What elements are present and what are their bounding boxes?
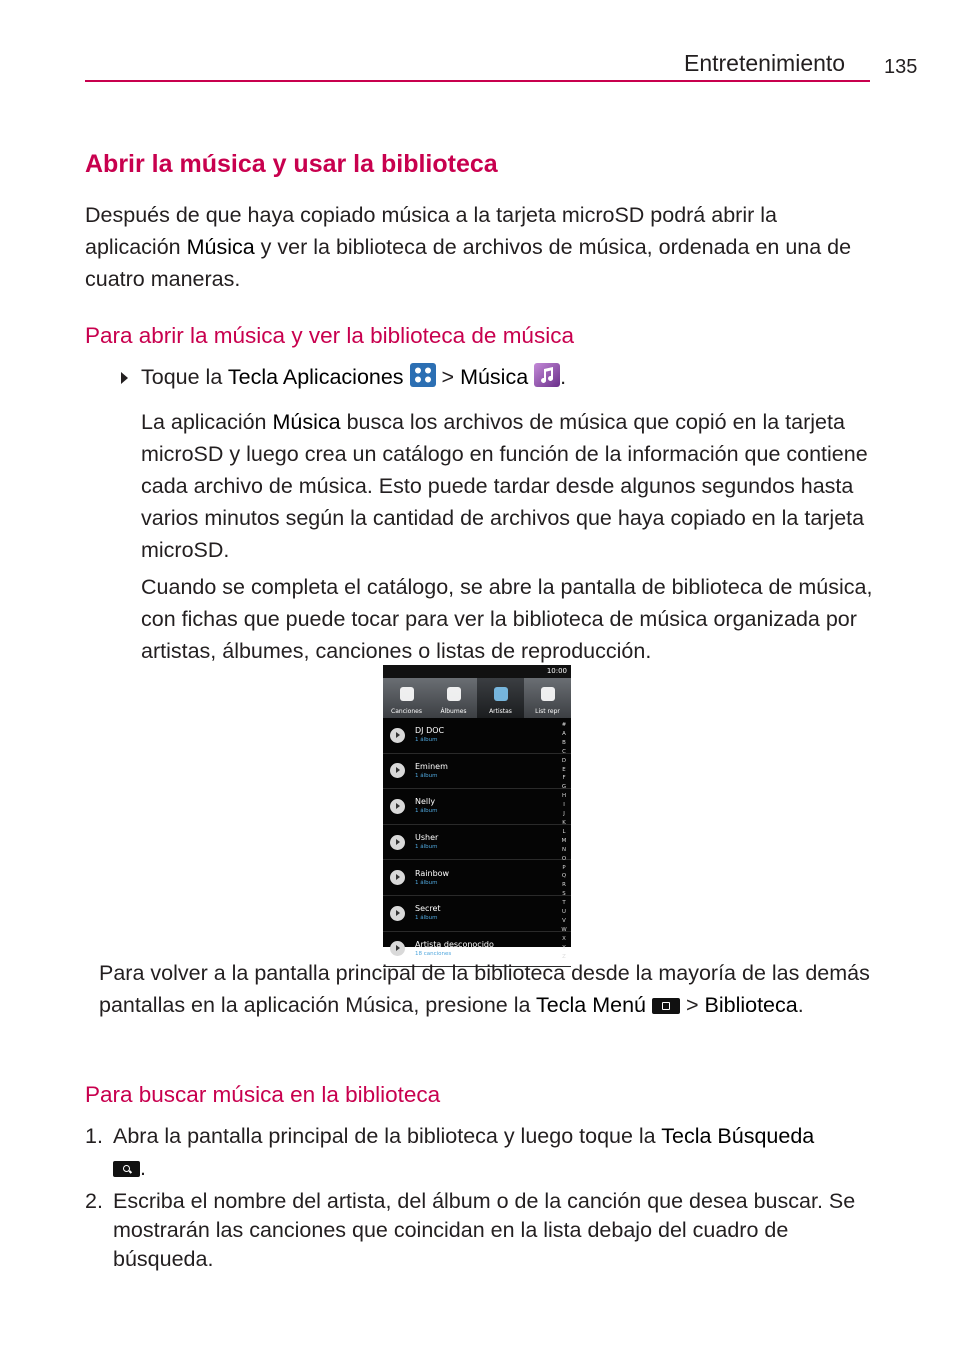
library-tabs <box>383 678 571 718</box>
catalog-paragraph <box>141 406 876 566</box>
catalog-text-1: La aplicación <box>141 410 273 434</box>
artist-count: 1 álbum <box>415 772 438 779</box>
step-1-text: Abra la pantalla principal de la biblioteca y luego toque la <box>113 1124 662 1148</box>
step-number: 1. <box>85 1124 103 1148</box>
library-paragraph: Cuando se completa el catálogo, se abre la pantalla de biblioteca de música, con fichas que puede tocar para ver la biblioteca de música organizada por artistas, álbumes, canciones o listas de reproducción. <box>141 575 873 663</box>
list-item <box>383 789 571 825</box>
artist-name: Eminem <box>415 761 448 771</box>
list-item <box>383 718 571 754</box>
catalog-text-2: busca los archivos de música que copió en la tarjeta microSD y luego crea un catálogo en función de la información que contiene cada archivo de música. Esto puede tardar desde algunos segundos hasta varios minutos según la cantidad de archivos que haya copiado en la tarjeta microSD. <box>141 410 868 562</box>
step-1-suffix: . <box>140 1156 146 1180</box>
header-rule <box>85 80 870 82</box>
alphabet-index: # A B C D E F G H I J K L M N O P Q R S T U V W X Y Z <box>561 722 567 960</box>
intro-text-1: Después de que haya copiado música a la tarjeta microSD podrá abrir la aplicación <box>85 203 777 259</box>
songs-icon <box>400 687 414 701</box>
tab-artists-label: Artistas <box>489 708 512 715</box>
section-heading-search: Para buscar música en la biblioteca <box>85 1082 441 1107</box>
step-number: 2. <box>85 1189 103 1213</box>
search-key-label: Tecla Búsqueda <box>661 1124 815 1148</box>
catalog-app-name: Música <box>272 410 341 434</box>
step-prefix: Toque la <box>141 365 228 389</box>
artist-name: Artista desconocido <box>415 939 494 949</box>
step-separator: > <box>435 365 461 389</box>
return-suffix: . <box>797 993 804 1017</box>
tab-songs-label: Canciones <box>391 708 422 715</box>
menu-key-icon <box>652 998 680 1014</box>
music-app-name: Música <box>186 235 255 259</box>
artist-name: Secret <box>415 904 441 914</box>
open-step <box>141 361 566 396</box>
step-suffix: . <box>560 365 567 389</box>
apps-grid-icon <box>410 363 436 396</box>
list-item <box>383 754 571 790</box>
list-item <box>383 896 571 932</box>
expand-arrow-icon <box>390 870 405 885</box>
section-heading-open: Para abrir la música y ver la biblioteca de música <box>85 323 574 348</box>
tab-playlists <box>524 678 571 718</box>
expand-arrow-icon <box>390 763 405 778</box>
playlist-icon <box>541 687 555 701</box>
search-key-icon <box>113 1161 140 1177</box>
apps-key-label: Tecla Aplicaciones <box>227 365 404 389</box>
menu-key-label: Tecla Menú <box>536 993 646 1017</box>
page-title: Abrir la música y usar la biblioteca <box>85 150 498 178</box>
artist-count: 1 álbum <box>415 915 438 922</box>
tab-songs <box>383 678 430 718</box>
expand-arrow-icon <box>390 728 405 743</box>
artist-list <box>383 718 571 967</box>
music-library-screenshot <box>383 665 571 960</box>
return-paragraph <box>99 957 876 1021</box>
page-number: 135 <box>884 56 918 78</box>
expand-arrow-icon <box>390 906 405 921</box>
return-text: Para volver a la pantalla principal de la biblioteca desde la mayoría de las demás pantallas en la aplicación Música, presione la <box>99 961 870 1017</box>
intro-paragraph <box>85 199 875 295</box>
artist-count: 1 álbum <box>415 879 438 886</box>
expand-arrow-icon <box>390 835 405 850</box>
artist-name: Nelly <box>415 797 436 807</box>
step-text: Escriba el nombre del artista, del álbum o de la canción que desea buscar. Se mostrarán las canciones que coincidan en la lista debajo del cuadro de búsqueda. <box>113 1189 856 1271</box>
music-note-icon <box>534 363 560 396</box>
tab-albums-label: Álbumes <box>440 708 467 715</box>
step-text <box>113 1120 883 1184</box>
bullet-arrow-icon <box>121 372 128 384</box>
tab-artists <box>477 678 524 718</box>
library-label: Biblioteca <box>704 993 798 1017</box>
artist-name: Rainbow <box>415 868 450 878</box>
artist-count: 1 álbum <box>415 844 438 851</box>
expand-arrow-icon <box>390 799 405 814</box>
intro-text-2: y ver la biblioteca de archivos de música, ordenada en una de cuatro maneras. <box>85 235 852 291</box>
artist-name: DJ DOC <box>415 726 445 736</box>
tab-albums <box>430 678 477 718</box>
return-separator: > <box>679 993 705 1017</box>
artist-count: 18 canciones <box>415 950 452 957</box>
running-header: Entretenimiento <box>684 50 846 76</box>
list-item <box>383 825 571 861</box>
artist-name: Usher <box>415 833 439 843</box>
artist-count: 1 álbum <box>415 737 438 744</box>
artist-count: 1 álbum <box>415 808 438 815</box>
album-icon <box>447 687 461 701</box>
artist-icon <box>494 687 508 701</box>
status-bar: 10:00 <box>383 665 571 678</box>
list-item <box>383 860 571 896</box>
tab-playlists-label: List repr <box>535 708 560 715</box>
music-app-label: Música <box>460 365 529 389</box>
expand-arrow-icon <box>390 941 405 956</box>
